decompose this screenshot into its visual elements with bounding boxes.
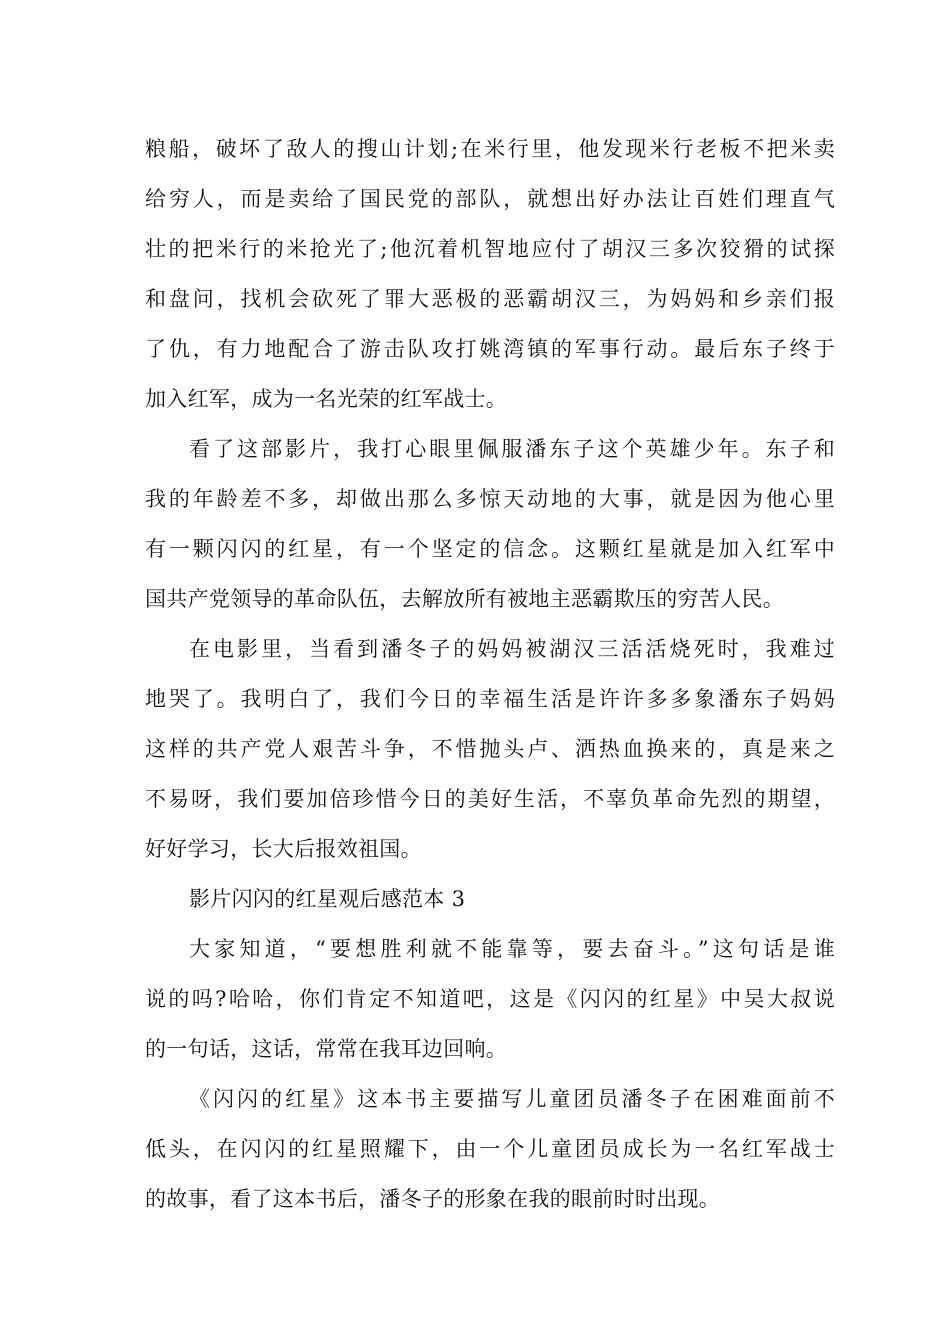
text-line: 了仇，有力地配合了游击队攻打姚湾镇的军事行动。最后东子终于 <box>145 337 835 361</box>
text-line: 低头，在闪闪的红星照耀下，由一个儿童团员成长为一名红军战士 <box>145 1137 835 1161</box>
paragraph-start-line: 看了这部影片，我打心眼里佩服潘东子这个英雄少年。东子和 <box>189 437 835 461</box>
text-line: 国共产党领导的革命队伍，去解放所有被地主恶霸欺压的穷苦人民。 <box>145 587 784 611</box>
section-heading: 影片闪闪的红星观后感范本 3 <box>189 887 466 911</box>
text-line: 壮的把米行的米抢光了;他沉着机智地应付了胡汉三多次狡猾的试探 <box>145 237 835 261</box>
text-line: 说的吗?哈哈，你们肯定不知道吧，这是《闪闪的红星》中吴大叔说 <box>145 987 835 1011</box>
text-line: 这样的共产党人艰苦斗争，不惜抛头卢、洒热血换来的，真是来之 <box>145 737 835 761</box>
text-line: 好好学习，长大后报效祖国。 <box>145 837 422 861</box>
text-line: 给穷人，而是卖给了国民党的部队，就想出好办法让百姓们理直气 <box>145 187 835 211</box>
paragraph-start-line: 在电影里，当看到潘冬子的妈妈被湖汉三活活烧死时，我难过 <box>189 637 835 661</box>
text-line: 和盘问，找机会砍死了罪大恶极的恶霸胡汉三，为妈妈和乡亲们报 <box>145 287 835 311</box>
text-line: 不易呀，我们要加倍珍惜今日的美好生活，不辜负革命先烈的期望， <box>145 787 835 811</box>
text-line: 我的年龄差不多，却做出那么多惊天动地的大事，就是因为他心里 <box>145 487 835 511</box>
text-line: 加入红军，成为一名光荣的红军战士。 <box>145 387 508 411</box>
text-line: 粮船，破坏了敌人的搜山计划;在米行里，他发现米行老板不把米卖 <box>145 137 835 161</box>
document-body <box>145 124 835 1224</box>
text-line: 有一颗闪闪的红星，有一个坚定的信念。这颗红星就是加入红军中 <box>145 537 835 561</box>
paragraph-start-line: 《闪闪的红星》这本书主要描写儿童团员潘冬子在困难面前不 <box>189 1087 835 1111</box>
text-line: 的一句话，这话，常常在我耳边回响。 <box>145 1037 508 1061</box>
paragraph-start-line: 大家知道，“要想胜利就不能靠等，要去奋斗。”这句话是谁 <box>189 937 835 961</box>
text-line: 地哭了。我明白了，我们今日的幸福生活是许许多多象潘东子妈妈 <box>145 687 835 711</box>
text-line: 的故事，看了这本书后，潘冬子的形象在我的眼前时时出现。 <box>145 1187 721 1211</box>
